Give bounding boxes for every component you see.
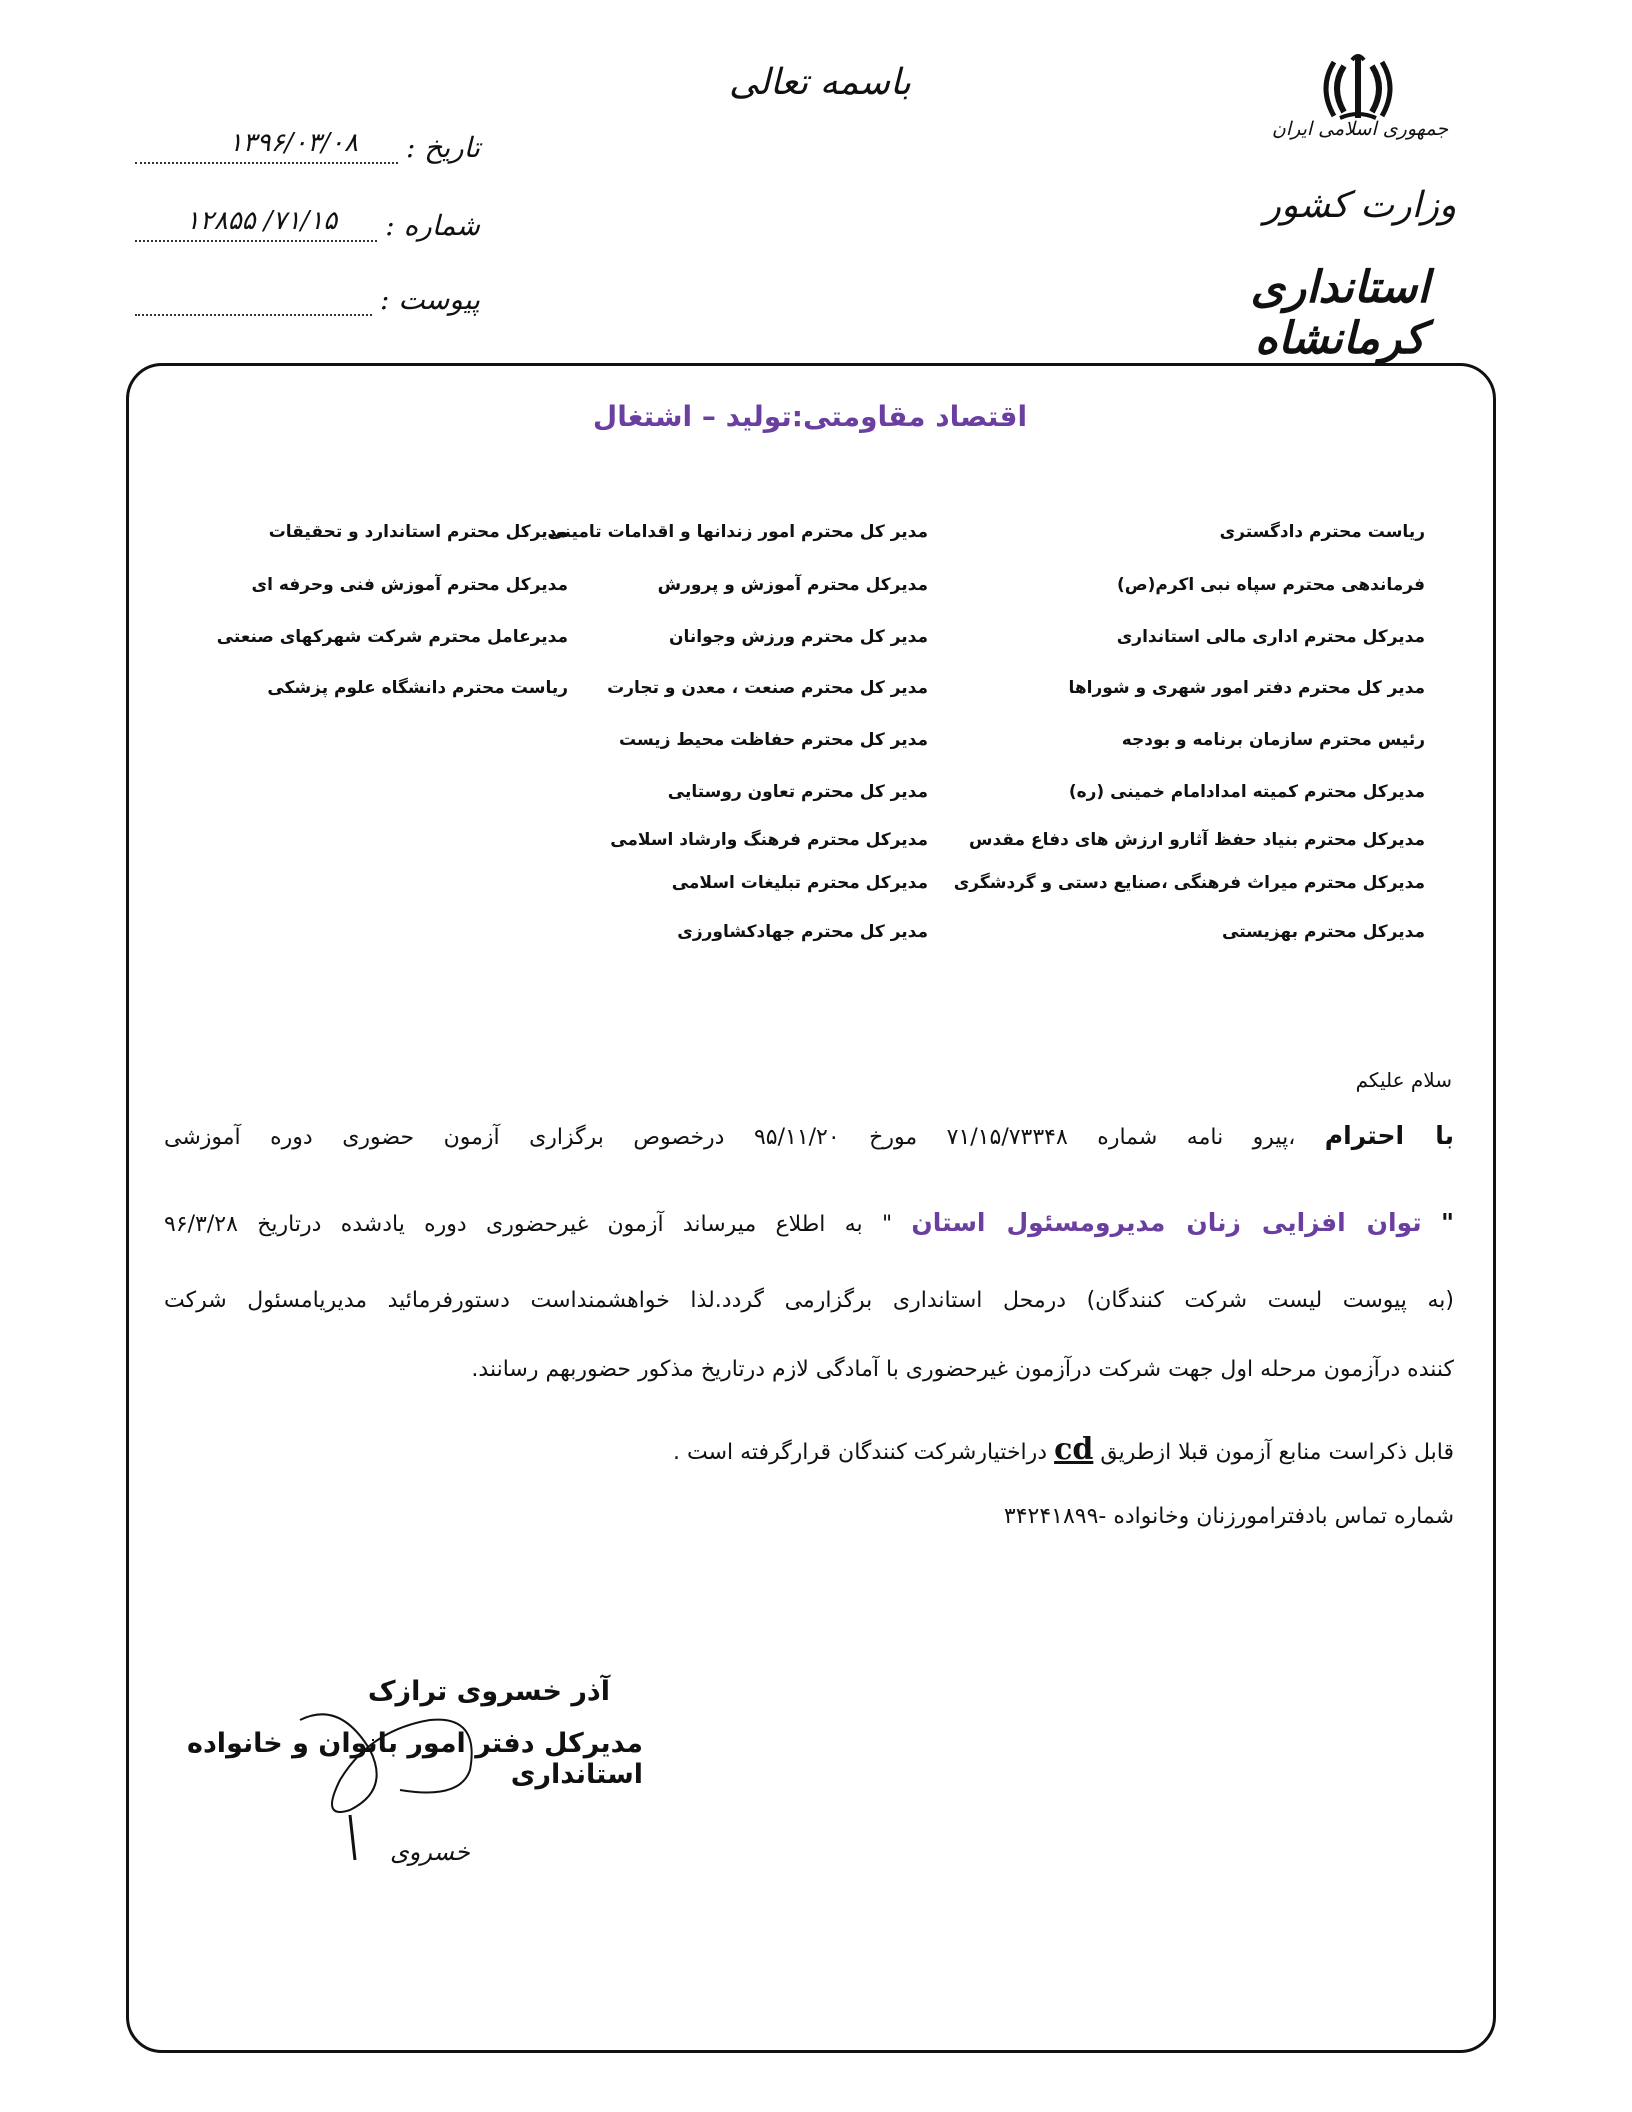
recipient: مدیرکل محترم استاندارد و تحقیقات [268,522,568,542]
body-paragraph-2 [164,1207,1454,1240]
recipient: مدیرکل محترم میراث فرهنگی ،صنایع دستی و گردشگری [953,873,1425,893]
recipient: مدیر کل محترم دفتر امور شهری و شوراها [1068,678,1425,698]
salutation-bold: با احترام [1324,1121,1455,1150]
number-field [135,196,480,242]
recipient: مدیرکل محترم فرهنگ وارشاد اسلامی [610,830,928,850]
date-label: تاریخ : [405,131,480,164]
recipient: مدیرکل محترم آموزش فنی وحرفه ای [251,575,568,595]
recipient: مدیرکل محترم اداری مالی استانداری [1116,627,1425,647]
recipient: مدیرکل محترم بنیاد حفظ آثارو ارزش های دفاع مقدس [969,830,1425,850]
recipient: مدیرکل محترم تبلیغات اسلامی [671,873,928,893]
country-name: جمهوری اسلامی ایران [1271,118,1449,140]
date-field [135,118,480,164]
body-paragraph-4: کننده درآزمون مرحله اول جهت شرکت درآزمون غیرحضوری با آمادگی لازم درتاریخ مذکور حضوربهم رسانند. [471,1357,1454,1382]
recipient: ریاست محترم دانشگاه علوم پزشکی [267,678,568,698]
paragraph-text: ،پیرو نامه شماره ۷۱/۱۵/۷۳۳۴۸ مورخ ۹۵/۱۱/۲۰ درخصوص برگزاری آزمون حضوری دوره آموزشی [164,1125,1296,1150]
attachment-field [135,270,480,316]
greeting: سلام علیکم [1355,1068,1452,1092]
recipient: مدیرکل محترم بهزیستی [1222,922,1425,942]
recipient: مدیر کل محترم حفاظت محیط زیست [619,730,928,750]
body-paragraph-5 [164,1430,1454,1469]
paragraph-text: دراختیارشرکت کنندگان قرارگرفته است . [672,1440,1048,1465]
governorate-name: استانداری کرمانشاه [1250,262,1430,364]
open-quote: " [1440,1208,1454,1237]
body-paragraph-3: (به پیوست لیست شرکت کنندگان) درمحل استانداری برگزارمی گردد.لذا خواهشمنداست دستورفرمائید مدیریامسئول شرکت [164,1288,1454,1313]
date-value: ۱۳۹۶/۰۳/۰۸ [228,128,358,158]
course-title: توان افزایی زنان مدیرومسئول استان [911,1208,1422,1237]
cd-text: cd [1054,1432,1094,1467]
recipient: مدیرعامل محترم شرکت شهرکهای صنعتی [216,627,568,647]
slogan: اقتصاد مقاومتی:تولید – اشتغال [592,400,1028,433]
recipient: مدیر کل محترم تعاون روستایی [667,782,928,802]
signer-name: آذر خسروی ترازک [367,1676,610,1707]
bismillah-header: باسمه تعالی [728,62,912,103]
signer-title: مدیرکل دفتر امور بانوان و خانواده استانداری [187,1728,643,1790]
recipient: رئیس محترم سازمان برنامه و بودجه [1121,730,1425,750]
recipient: مدیرکل محترم کمیته امدادامام خمینی (ره) [1068,782,1425,802]
ministry-name: وزارت کشور [1263,185,1457,226]
contact-line: شماره تماس بادفترامورزنان وخانواده -۳۴۲۴۱۸۹۹ [1003,1504,1454,1529]
number-value: ۷۱/۱۵/ ۱۲۸۵۵ [185,206,338,236]
paragraph-text: " به اطلاع میرساند آزمون غیرحضوری دوره یادشده درتاریخ ۹۶/۳/۲۸ [164,1212,893,1237]
paragraph-text: قابل ذکراست منابع آزمون قبلا ازطریق [1100,1440,1454,1465]
recipient: ریاست محترم دادگستری [1219,522,1425,542]
iran-emblem-icon [1318,48,1398,128]
body-paragraph-1 [164,1120,1454,1153]
recipient: مدیر کل محترم ورزش وجوانان [669,627,928,647]
recipient: مدیر کل محترم جهادکشاورزی [677,922,928,942]
attachment-label: پیوست : [380,283,480,316]
recipient: مدیر کل محترم صنعت ، معدن و تجارت [607,678,928,698]
handwritten-signature: خسروی [390,1838,470,1866]
recipient: مدیر کل محترم امور زندانها و اقدامات تامینی [547,522,928,542]
number-label: شماره : [385,209,480,242]
recipient: مدیرکل محترم آموزش و پرورش [657,575,928,595]
recipient: فرماندهی محترم سپاه نبی اکرم(ص) [1117,575,1425,595]
